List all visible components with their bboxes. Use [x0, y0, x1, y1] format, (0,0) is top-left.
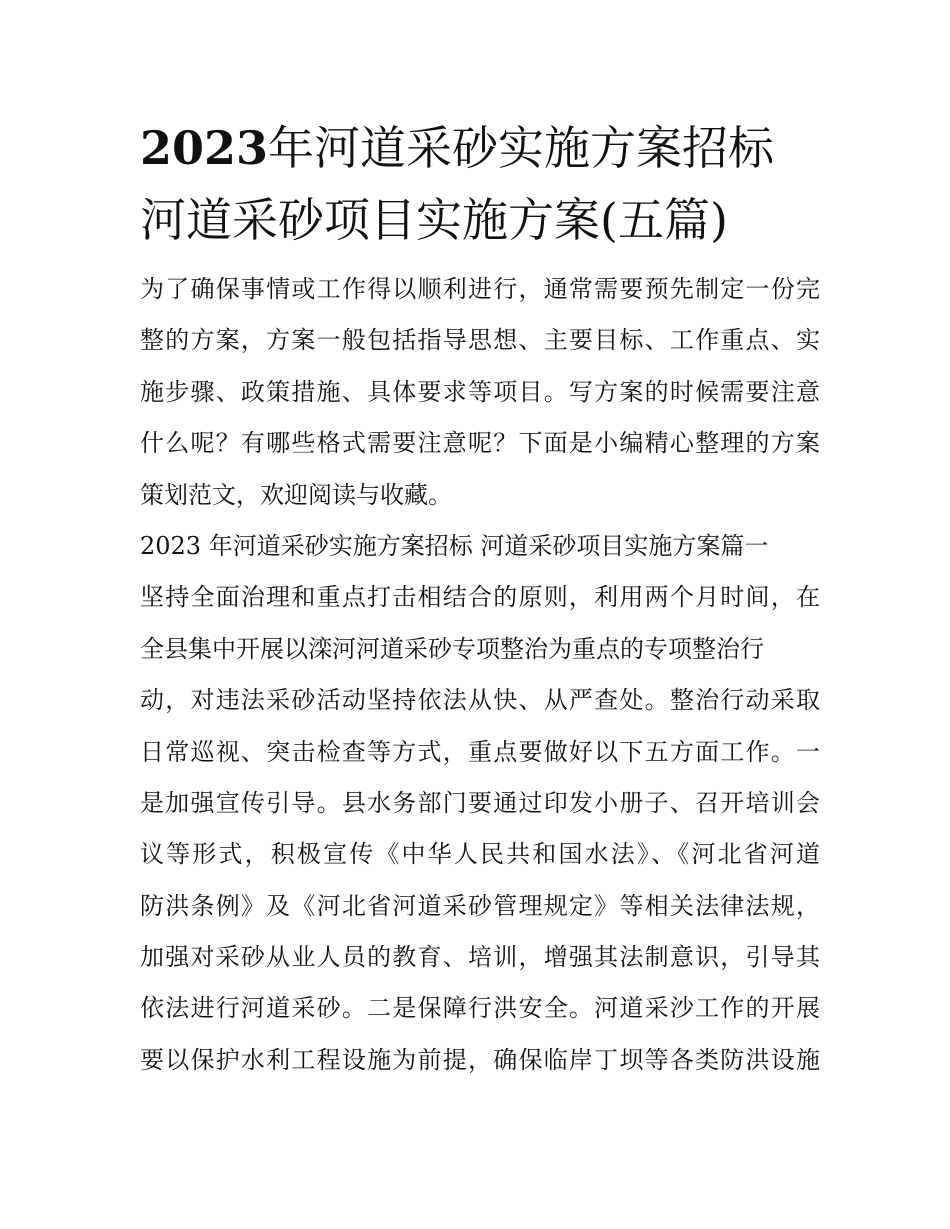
title-line-1-text: 年河道采砂实施方案招标 — [268, 121, 775, 175]
document-title-line-1 — [140, 113, 820, 183]
body-line: 加强对采砂从业人员的教育、培训，增强其法制意识，引导其 — [140, 943, 820, 972]
section-heading: 2023 年河道采砂实施方案招标 河道采砂项目实施方案篇一 — [140, 531, 769, 560]
body-line: 坚持全面治理和重点打击相结合的原则，利用两个月时间，在 — [140, 583, 820, 612]
body-line: 防洪条例》及《河北省河道采砂管理规定》等相关法律法规， — [140, 891, 820, 920]
body-line: 什么呢？有哪些格式需要注意呢？下面是小编精心整理的方案 — [140, 429, 820, 458]
body-line: 日常巡视、突击检查等方式，重点要做好以下五方面工作。一 — [140, 737, 820, 766]
body-line: 整的方案，方案一般包括指导思想、主要目标、工作重点、实 — [140, 326, 820, 355]
body-line: 动，对违法采砂活动坚持依法从快、从严查处。整治行动采取 — [140, 686, 820, 715]
body-line: 依法进行河道采砂。二是保障行洪安全。河道采沙工作的开展 — [140, 994, 820, 1023]
body-line: 施步骤、政策措施、具体要求等项目。写方案的时候需要注意 — [140, 377, 820, 406]
document-body — [140, 264, 820, 1086]
body-line: 议等形式，积极宣传《中华人民共和国水法》、《河北省河道 — [140, 840, 820, 869]
title-year: 2023 — [140, 121, 269, 175]
body-line: 为了确保事情或工作得以顺利进行，通常需要预先制定一份完 — [140, 275, 820, 303]
body-line: 全县集中开展以滦河河道采砂专项整治为重点的专项整治行 — [140, 634, 764, 663]
body-line: 是加强宣传引导。县水务部门要通过印发小册子、召开培训会 — [140, 788, 820, 817]
body-line: 要以保护水利工程设施为前提，确保临岸丁坝等各类防洪设施 — [140, 1045, 820, 1074]
document-title-line-2: 河道采砂项目实施方案(五篇) — [140, 193, 728, 247]
body-line: 策划范文，欢迎阅读与收藏。 — [140, 480, 452, 509]
